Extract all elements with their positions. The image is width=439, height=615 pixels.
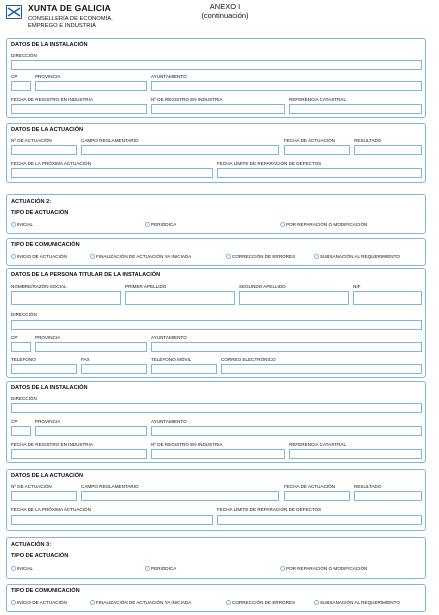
- name-field[interactable]: [11, 291, 121, 305]
- section-title: DATOS DE LA PERSONA TITULAR DE LA INSTALACIÓN: [11, 272, 161, 278]
- section-action-data-1: [6, 123, 426, 183]
- municipality-field[interactable]: [151, 426, 422, 436]
- address-label: DIRECCIÓN: [11, 396, 37, 401]
- radio-periodic[interactable]: PERIÓDICA: [145, 222, 176, 227]
- repair-deadline-label: FECHA LÍMITE DE REPARACIÓN DE DEFECTOS: [217, 161, 322, 166]
- radio-correction[interactable]: CORRECCIÓN DE ERRORES: [226, 600, 295, 605]
- section-owner-data: [6, 268, 426, 378]
- next-action-date-field[interactable]: [11, 515, 213, 525]
- cp-field[interactable]: [11, 426, 31, 436]
- section-communication-type-2: [6, 584, 426, 612]
- section-title: DATOS DE LA INSTALACIÓN: [11, 42, 88, 48]
- registry-number-label: Nº DE REGISTRO EN INDUSTRIA: [151, 442, 223, 447]
- address-label: DIRECCIÓN: [11, 53, 37, 58]
- email-field[interactable]: [221, 364, 422, 374]
- nif-field[interactable]: [353, 291, 422, 305]
- repair-deadline-label: FECHA LÍMITE DE REPARACIÓN DE DEFECTOS: [217, 507, 322, 512]
- section-installation-data-1: [6, 38, 426, 118]
- radio-finish[interactable]: FINALIZACIÓN DE ACTUACIÓN YA INICIADA: [90, 600, 191, 605]
- registry-number-label: Nº DE REGISTRO EN INDUSTRIA: [151, 97, 223, 102]
- repair-deadline-field[interactable]: [217, 515, 422, 525]
- address-field[interactable]: [11, 60, 422, 70]
- section-action-2-type: [6, 194, 426, 234]
- radio-initial[interactable]: INICIAL: [11, 222, 33, 227]
- province-field[interactable]: [35, 81, 147, 91]
- cp-label: CP: [11, 419, 18, 424]
- address-field[interactable]: [11, 403, 422, 413]
- registry-date-label: FECHA DE REGISTRO EN INDUSTRIA: [11, 97, 93, 102]
- radio-circle-icon[interactable]: [314, 254, 319, 259]
- owner-municipality-label: AYUNTAMIENTO: [151, 335, 187, 340]
- action-type-label: TIPO DE ACTUACIÓN: [11, 210, 69, 216]
- result-label: RESULTADO: [354, 484, 382, 489]
- radio-circle-icon[interactable]: [314, 600, 319, 605]
- result-field[interactable]: [354, 491, 422, 501]
- cp-field[interactable]: [11, 81, 31, 91]
- radio-circle-icon[interactable]: [90, 600, 95, 605]
- section-title: DATOS DE LA INSTALACIÓN: [11, 385, 88, 391]
- action-number-label: Nº DE ACTUACIÓN: [11, 138, 52, 143]
- first-surname-label: PRIMER APELLIDO: [125, 284, 167, 289]
- result-label: RESULTADO: [354, 138, 382, 143]
- radio-circle-icon[interactable]: [11, 254, 16, 259]
- action-2-heading: ACTUACIÓN 2:: [11, 199, 52, 205]
- action-date-label: FECHA DE ACTUACIÓN: [284, 138, 336, 143]
- cp-label: CP: [11, 74, 18, 79]
- action-date-field[interactable]: [284, 145, 350, 155]
- second-surname-label: SEGUNDO APELLIDO: [239, 284, 286, 289]
- radio-amendment[interactable]: SUBSANACIÓN AL REQUERIMIENTO: [314, 600, 400, 605]
- owner-municipality-field[interactable]: [151, 342, 422, 352]
- action-3-heading: ACTUACIÓN 3:: [11, 542, 52, 548]
- owner-address-field[interactable]: [11, 320, 422, 330]
- next-action-date-label: FECHA DE LA PRÓXIMA ACTUACIÓN: [11, 507, 91, 512]
- cadastral-ref-field[interactable]: [289, 104, 422, 114]
- radio-repair[interactable]: POR REPARACIÓN O MODIFICACIÓN: [280, 222, 367, 227]
- communication-type-label: TIPO DE COMUNICACIÓN: [11, 588, 80, 594]
- section-title: DATOS DE LA ACTUACIÓN: [11, 127, 84, 133]
- radio-circle-icon[interactable]: [145, 222, 150, 227]
- registry-date-field[interactable]: [11, 449, 147, 459]
- action-type-label: TIPO DE ACTUACIÓN: [11, 553, 69, 559]
- cadastral-ref-field[interactable]: [289, 449, 422, 459]
- radio-periodic[interactable]: PERIÓDICA: [145, 566, 176, 571]
- radio-correction[interactable]: CORRECCIÓN DE ERRORES: [226, 254, 295, 259]
- annex-title: ANEXO I (continuación): [201, 2, 249, 20]
- name-label: NOMBRE/RAZÓN SOCIAL: [11, 284, 67, 289]
- next-action-date-field[interactable]: [11, 168, 213, 178]
- cadastral-ref-label: REFERENCIA CATASTRAL: [289, 97, 347, 102]
- radio-circle-icon[interactable]: [226, 254, 231, 259]
- section-action-data-2: [6, 469, 426, 531]
- form-header: [0, 0, 439, 38]
- registry-number-field[interactable]: [151, 449, 285, 459]
- mobile-field[interactable]: [151, 364, 217, 374]
- radio-circle-icon[interactable]: [145, 566, 150, 571]
- section-action-3-type: [6, 537, 426, 579]
- email-label: CORREO ELECTRÓNICO: [221, 357, 276, 362]
- phone-label: TELÉFONO: [11, 357, 36, 362]
- radio-circle-icon[interactable]: [90, 254, 95, 259]
- repair-deadline-field[interactable]: [217, 168, 422, 178]
- radio-circle-icon[interactable]: [11, 222, 16, 227]
- municipality-label: AYUNTAMIENTO: [151, 74, 187, 79]
- radio-amendment[interactable]: SUBSANACIÓN AL REQUERIMIENTO: [314, 254, 400, 259]
- radio-circle-icon[interactable]: [226, 600, 231, 605]
- radio-circle-icon[interactable]: [280, 222, 285, 227]
- fax-field[interactable]: [81, 364, 147, 374]
- registry-date-label: FECHA DE REGISTRO EN INDUSTRIA: [11, 442, 93, 447]
- org-name: XUNTA DE GALICIA: [28, 3, 112, 13]
- second-surname-field[interactable]: [239, 291, 349, 305]
- owner-address-label: DIRECCIÓN: [11, 312, 37, 317]
- communication-type-label: TIPO DE COMUNICACIÓN: [11, 242, 80, 248]
- cadastral-ref-label: REFERENCIA CATASTRAL: [289, 442, 347, 447]
- municipality-field[interactable]: [151, 81, 422, 91]
- org-department: CONSELLERÍA DE ECONOMÍA, EMPREGO E INDUSTRIA: [28, 16, 113, 29]
- radio-circle-icon[interactable]: [11, 600, 16, 605]
- radio-circle-icon[interactable]: [11, 566, 16, 571]
- result-field[interactable]: [354, 145, 422, 155]
- radio-initial[interactable]: INICIAL: [11, 566, 33, 571]
- next-action-date-label: FECHA DE LA PRÓXIMA ACTUACIÓN: [11, 161, 91, 166]
- radio-start[interactable]: INICIO DE ACTUACIÓN: [11, 600, 67, 605]
- section-title: DATOS DE LA ACTUACIÓN: [11, 473, 84, 479]
- action-number-label: Nº DE ACTUACIÓN: [11, 484, 52, 489]
- xunta-logo-icon: [6, 5, 22, 19]
- radio-repair[interactable]: POR REPARACIÓN O MODIFICACIÓN: [280, 566, 367, 571]
- action-number-field[interactable]: [11, 491, 77, 501]
- phone-field[interactable]: [11, 364, 77, 374]
- action-date-label: FECHA DE ACTUACIÓN: [284, 484, 336, 489]
- fax-label: FAX: [81, 357, 90, 362]
- regulatory-field-label: CAMPO REGLAMENTARIO: [81, 484, 139, 489]
- owner-province-label: PROVINCIA: [35, 335, 61, 340]
- owner-province-field[interactable]: [35, 342, 147, 352]
- nif-label: NIF: [353, 284, 361, 289]
- regulatory-field[interactable]: [81, 145, 279, 155]
- regulatory-field[interactable]: [81, 491, 279, 501]
- province-label: PROVINCIA: [35, 419, 61, 424]
- radio-start[interactable]: INICIO DE ACTUACIÓN: [11, 254, 67, 259]
- action-date-field[interactable]: [284, 491, 350, 501]
- municipality-label: AYUNTAMIENTO: [151, 419, 187, 424]
- owner-cp-label: CP: [11, 335, 18, 340]
- action-number-field[interactable]: [11, 145, 77, 155]
- first-surname-field[interactable]: [125, 291, 235, 305]
- radio-circle-icon[interactable]: [280, 566, 285, 571]
- registry-number-field[interactable]: [151, 104, 285, 114]
- regulatory-field-label: CAMPO REGLAMENTARIO: [81, 138, 139, 143]
- radio-finish[interactable]: FINALIZACIÓN DE ACTUACIÓN YA INICIADA: [90, 254, 191, 259]
- owner-cp-field[interactable]: [11, 342, 31, 352]
- section-communication-type-1: [6, 238, 426, 266]
- section-installation-data-2: [6, 381, 426, 463]
- registry-date-field[interactable]: [11, 104, 147, 114]
- mobile-label: TELÉFONO MÓVIL: [151, 357, 192, 362]
- province-field[interactable]: [35, 426, 147, 436]
- province-label: PROVINCIA: [35, 74, 61, 79]
